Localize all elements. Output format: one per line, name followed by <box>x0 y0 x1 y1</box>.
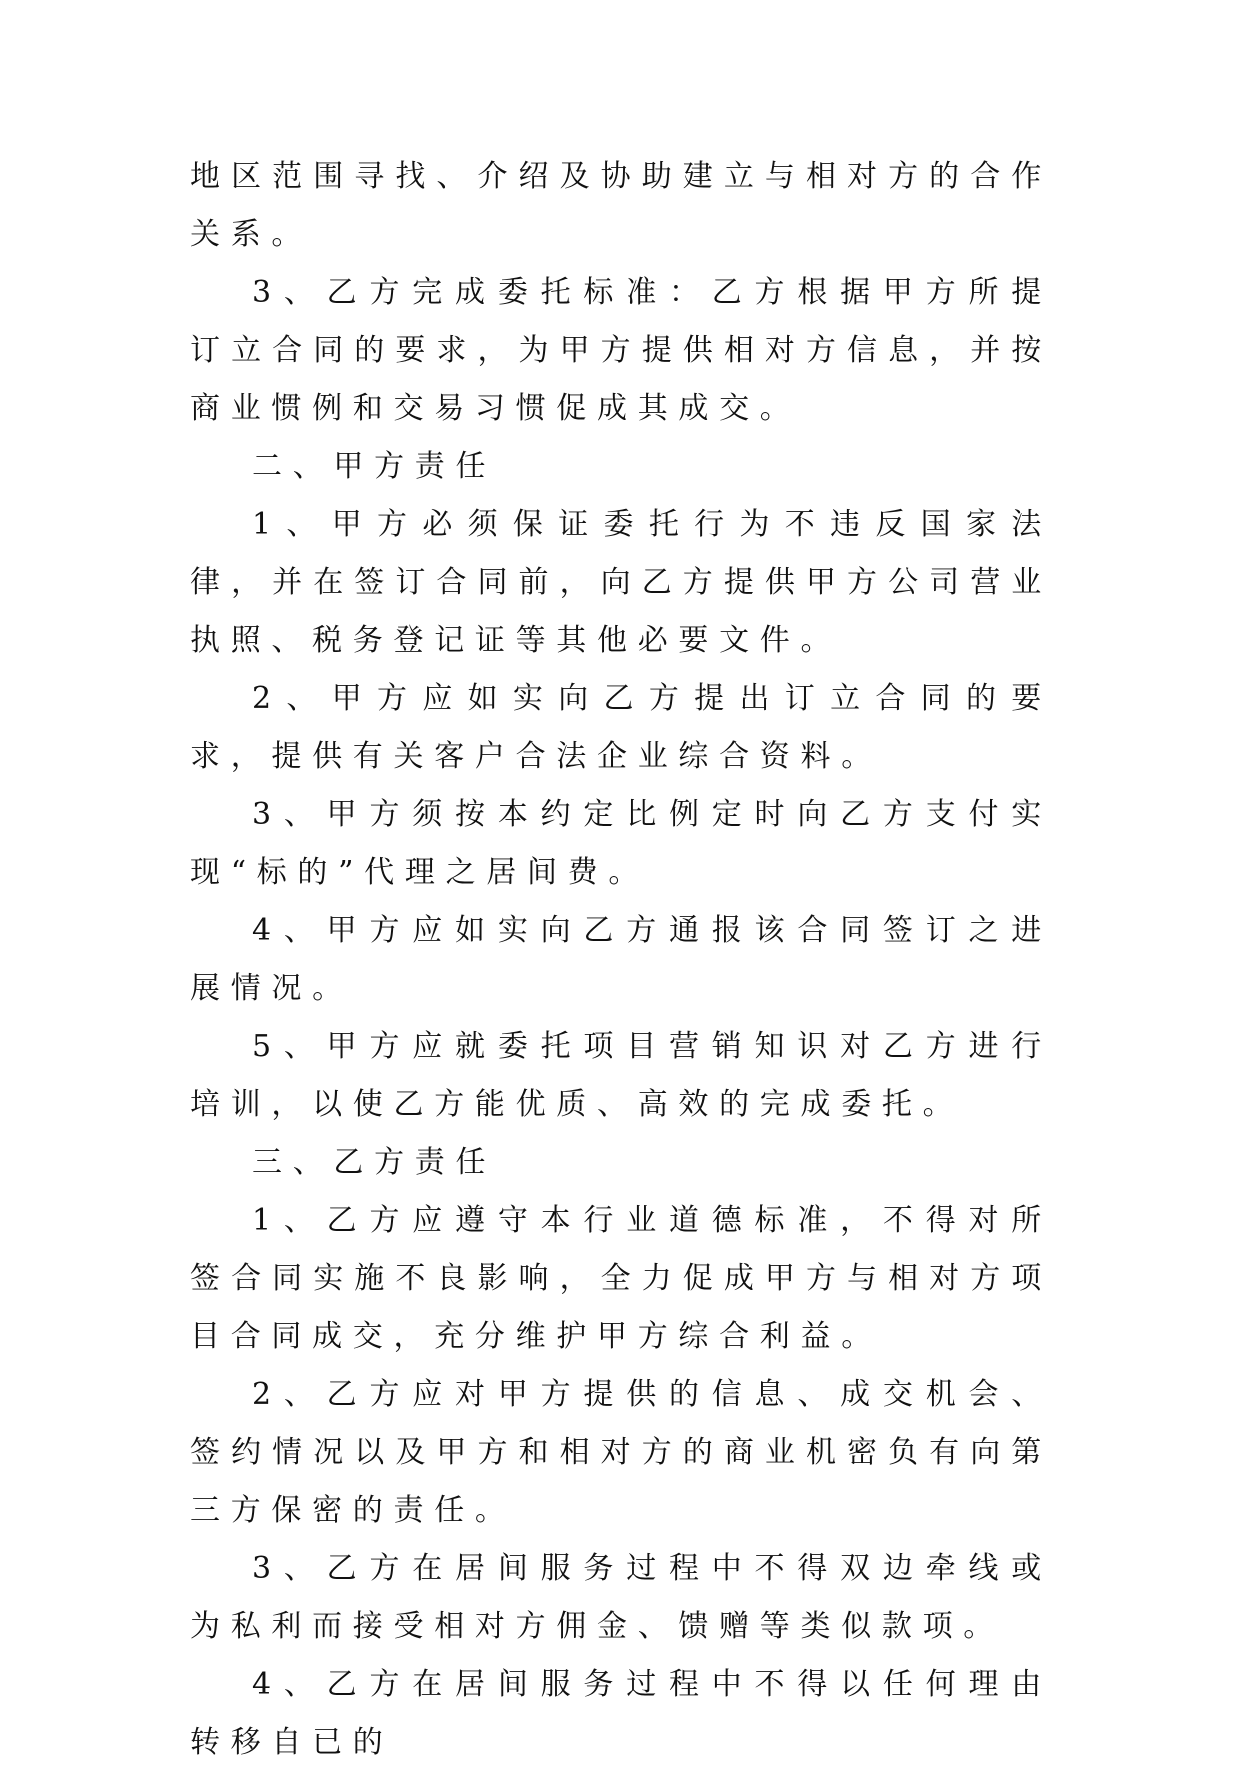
paragraph-continuation: 地区范围寻找、介绍及协助建立与相对方的合作关系。 <box>190 159 1052 252</box>
clause-a-1: 1、甲方必须保证委托行为不违反国家法律，并在签订合同前，向乙方提供甲方公司营业执照、税务登记证等其他必要文件。 <box>190 507 1052 658</box>
clause-a-3: 3、甲方须按本约定比例定时向乙方支付实现“标的”代理之居间费。 <box>190 797 1052 890</box>
clause-b-2: 2、乙方应对甲方提供的信息、成交机会、签约情况以及甲方和相对方的商业机密负有向第三方保密的责任。 <box>190 1377 1052 1528</box>
clause-b-3: 3、乙方在居间服务过程中不得双边牵线或为私利而接受相对方佣金、馈赠等类似款项。 <box>190 1551 1052 1644</box>
section-heading-party-b-duties: 三、乙方责任 <box>252 1145 497 1180</box>
clause-completion-standard: 3、乙方完成委托标准：乙方根据甲方所提订立合同的要求，为甲方提供相对方信息，并按商业惯例和交易习惯促成其成交。 <box>190 275 1052 426</box>
clause-b-4: 4、乙方在居间服务过程中不得以任何理由转移自已的 <box>190 1667 1052 1760</box>
clause-a-5: 5、甲方应就委托项目营销知识对乙方进行培训，以使乙方能优质、高效的完成委托。 <box>190 1029 1052 1122</box>
clause-a-2: 2、甲方应如实向乙方提出订立合同的要求，提供有关客户合法企业综合资料。 <box>190 681 1052 774</box>
section-heading-party-a-duties: 二、甲方责任 <box>252 449 497 484</box>
clause-a-4: 4、甲方应如实向乙方通报该合同签订之进展情况。 <box>190 913 1052 1006</box>
document-page <box>190 148 1052 1772</box>
clause-b-1: 1、乙方应遵守本行业道德标准，不得对所签合同实施不良影响，全力促成甲方与相对方项目合同成交，充分维护甲方综合利益。 <box>190 1203 1052 1354</box>
